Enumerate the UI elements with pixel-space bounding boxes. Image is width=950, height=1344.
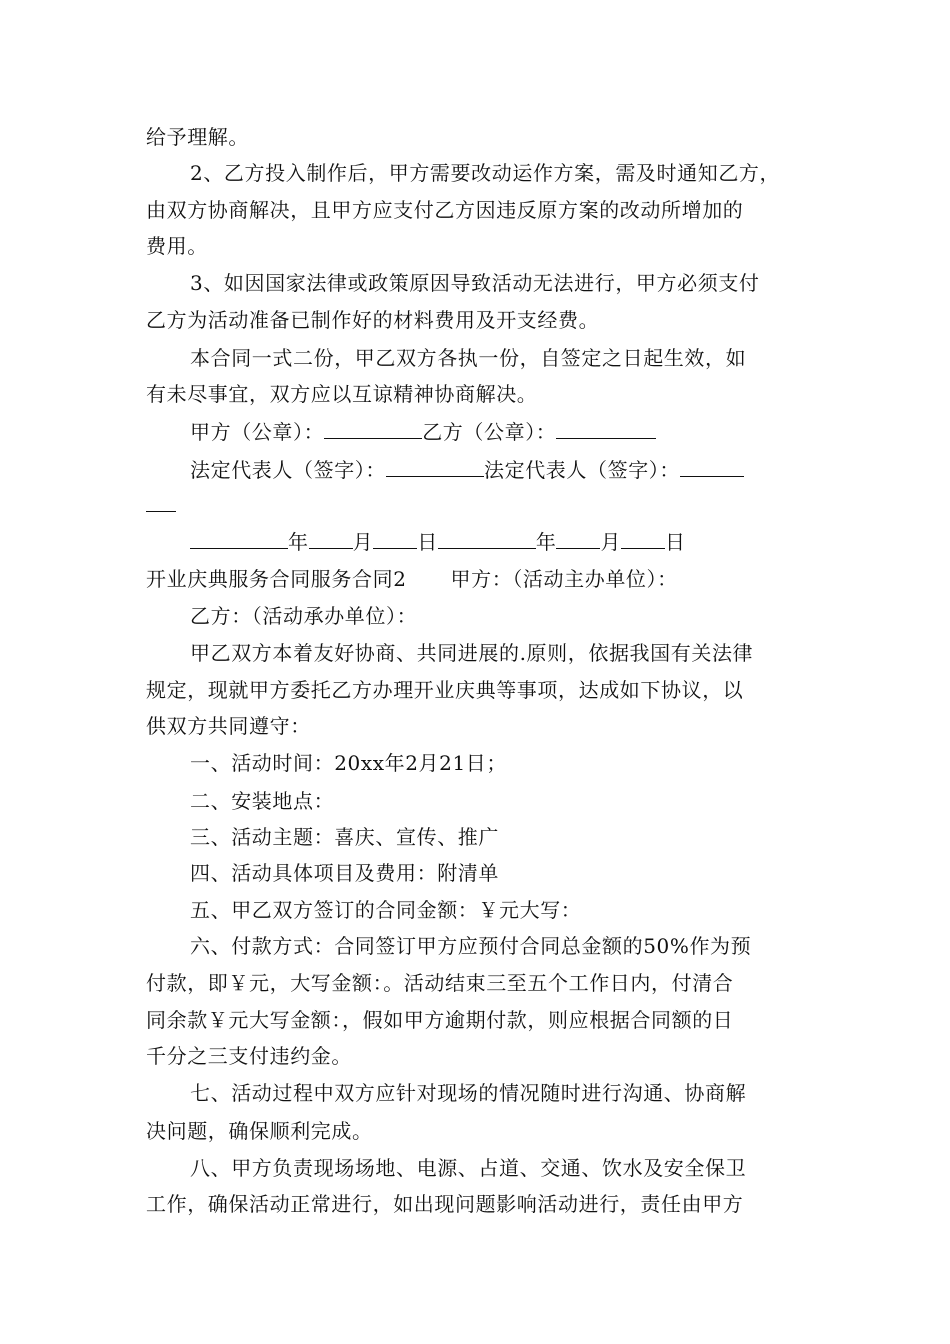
party-b-rep-blank [680, 456, 744, 477]
party-a-rep-blank [386, 456, 484, 477]
party-b-intro: 乙方：（活动承办单位）： [190, 604, 418, 628]
party-b-seal-label: 乙方（公章）： [422, 420, 557, 444]
day-label: 日 [665, 530, 686, 554]
date-line [190, 528, 686, 555]
item-1-time: 一、活动时间：20xx年2月21日； [190, 751, 507, 775]
clause-3-line: 3、如因国家法律或政策原因导致活动无法进行，甲方必须支付 [190, 271, 760, 295]
seal-line [190, 418, 656, 445]
item-7-line: 七、活动过程中双方应针对现场的情况随时进行沟通、协商解 [190, 1081, 747, 1105]
month-label: 月 [352, 530, 374, 554]
party-b-rep-label: 法定代表人（签字）： [484, 458, 680, 482]
representative-line [190, 456, 744, 483]
year-label: 年 [288, 530, 309, 554]
party-b-year-blank [438, 528, 536, 549]
paragraph-line: 给予理解。 [146, 125, 249, 149]
contract-2-title-line [146, 566, 678, 592]
item-4-projects: 四、活动具体项目及费用：附清单 [190, 861, 499, 885]
closing-clause-line: 有未尽事宜，双方应以互谅精神协商解决。 [146, 382, 538, 406]
item-2-location: 二、安装地点： [190, 789, 335, 813]
contract-2-title: 开业庆典服务合同服务合同2 [146, 567, 407, 591]
party-b-day-blank [621, 528, 665, 549]
representative-line-continued [146, 491, 176, 518]
party-a-day-blank [373, 528, 417, 549]
party-a-intro: 甲方：（活动主办单位）： [450, 567, 678, 591]
clause-3-line: 乙方为活动准备已制作好的材料费用及开支经费。 [146, 308, 600, 332]
item-6-payment-line: 同余款￥元大写金额：，假如甲方逾期付款，则应根据合同额的日 [146, 1008, 734, 1032]
item-3-theme: 三、活动主题：喜庆、宣传、推广 [190, 825, 499, 849]
day-label: 日 [417, 530, 438, 554]
item-7-line: 决问题，确保顺利完成。 [146, 1119, 373, 1143]
month-label: 月 [600, 530, 622, 554]
party-a-year-blank [190, 528, 288, 549]
preamble-line: 供双方共同遵守： [146, 714, 311, 738]
party-b-rep-blank-continued [146, 491, 176, 512]
item-8-line: 八、甲方负责现场场地、电源、占道、交通、饮水及安全保卫 [190, 1156, 747, 1180]
item-6-payment-line: 千分之三支付违约金。 [146, 1044, 352, 1068]
item-6-payment-line: 六、付款方式：合同签订甲方应预付合同总金额的50%作为预 [190, 934, 752, 958]
party-b-seal-blank [556, 418, 656, 439]
party-b-month-blank [556, 528, 600, 549]
preamble-line: 甲乙双方本着友好协商、共同进展的.原则，依据我国有关法律 [190, 641, 754, 665]
clause-2-line: 由双方协商解决，且甲方应支付乙方因违反原方案的改动所增加的 [146, 198, 744, 222]
clause-2-line: 2、乙方投入制作后，甲方需要改动运作方案，需及时通知乙方， [190, 161, 781, 185]
item-6-payment-line: 付款，即￥元，大写金额：。活动结束三至五个工作日内，付清合 [146, 971, 734, 995]
item-8-line: 工作，确保活动正常进行，如出现问题影响活动进行，责任由甲方 [146, 1192, 744, 1216]
preamble-line: 规定，现就甲方委托乙方办理开业庆典等事项，达成如下协议，以 [146, 678, 744, 702]
year-label: 年 [535, 530, 557, 554]
party-a-seal-blank [324, 418, 422, 439]
party-a-rep-label: 法定代表人（签字）： [190, 458, 386, 482]
party-a-seal-label: 甲方（公章）： [190, 420, 325, 444]
item-5-amount: 五、甲乙双方签订的合同金额：￥元大写： [190, 898, 582, 922]
closing-clause-line: 本合同一式二份，甲乙双方各执一份，自签定之日起生效，如 [190, 346, 747, 370]
clause-2-line: 费用。 [146, 234, 208, 258]
party-a-month-blank [309, 528, 353, 549]
